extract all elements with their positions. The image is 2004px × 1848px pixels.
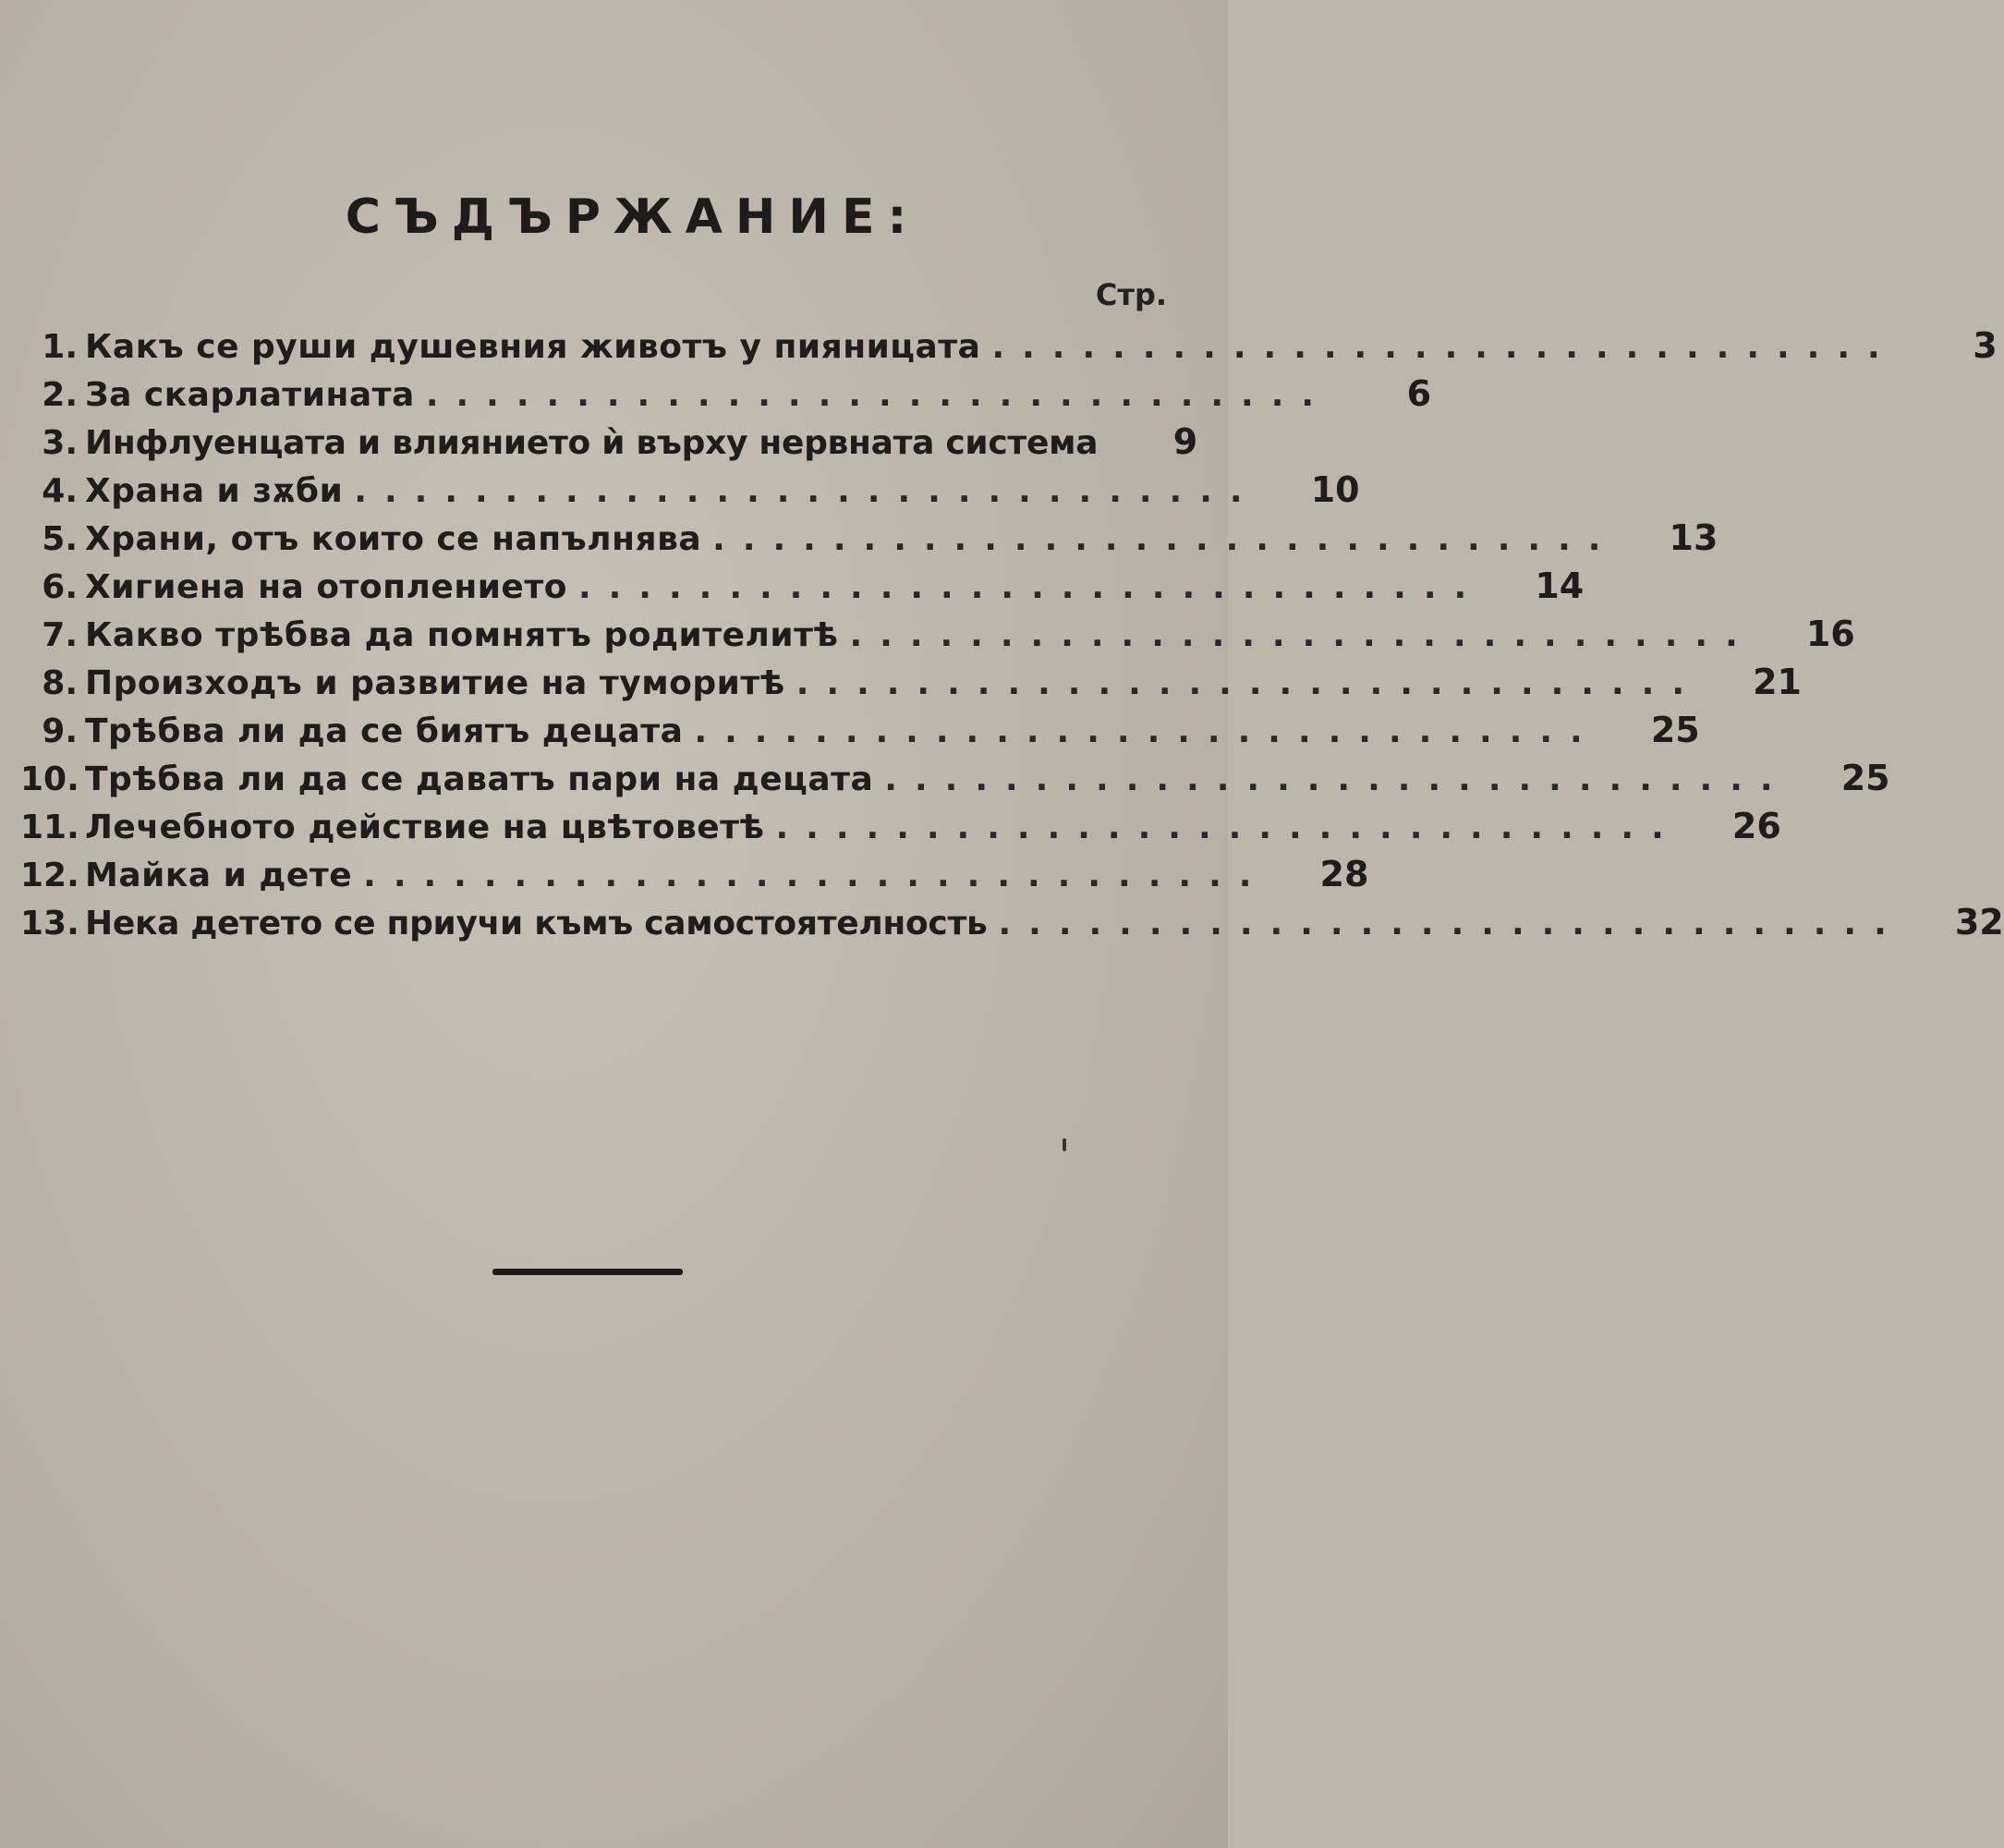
dot-leader: .............................. [884,760,1791,798]
toc-entry-13 [20,902,2004,950]
toc-entry-3 [20,421,1198,469]
toc-entry-2 [20,373,1432,421]
entry-page: 10 [1310,469,1360,510]
entry-title: Какво трѣбва да помнятъ родителитѣ [85,616,839,654]
page-title: СЪДЪРЖАНИЕ: [345,189,920,245]
toc-entry-6 [20,565,1585,614]
entry-page: 21 [1753,662,1802,702]
entry-title: Трѣбва ли да се биятъ децата [85,712,684,750]
entry-page: 28 [1319,854,1369,894]
entry-page: 3 [1973,325,1998,366]
ink-speck [1063,1138,1066,1151]
toc-entry-9 [20,710,1700,758]
entry-page: 9 [1172,421,1198,462]
entry-title: Лечебното действие на цвѣтоветѣ [85,808,765,846]
table-of-contents [20,325,2004,950]
dot-leader: .............................. [796,664,1702,702]
entry-number: 11. [20,808,79,846]
end-rule [492,1269,683,1275]
entry-title: За скарлатината [85,376,415,414]
entry-page: 26 [1731,806,1781,846]
entry-title: Произходъ и развитие на туморитѣ [85,664,785,702]
dot-leader: .............................. [991,328,1898,366]
entry-number: 4. [42,472,78,510]
dot-leader: .............................. [712,520,1619,558]
entry-page: 6 [1406,373,1432,414]
entry-number: 8. [42,664,78,702]
entry-number: 12. [20,857,79,894]
dot-leader: .............................. [577,568,1485,606]
entry-page: 25 [1840,758,1890,798]
entry-number: 6. [42,568,78,606]
toc-entry-10 [20,758,1890,806]
entry-number: 7. [42,616,78,654]
entry-title: Хигиена на отоплението [85,568,567,606]
entry-title: Храна и зѫби [85,472,344,510]
toc-entry-12 [20,854,1369,902]
dot-leader: .............................. [694,712,1600,750]
entry-title: Какъ се руши душевния животъ у пияницата [85,328,981,366]
entry-title: Инфлуенцата и влиянието ѝ върху нервната система [85,424,1099,462]
entry-number: 1. [42,328,78,366]
entry-number: 10. [20,760,79,798]
dot-leader: .............................. [425,376,1332,414]
page-column-label: Стр. [1095,277,1167,312]
entry-title: Храни, отъ които се напълнява [85,520,702,558]
entry-number: 13. [20,905,79,942]
dot-leader: .............................. [363,857,1269,894]
entry-page: 13 [1669,517,1719,558]
entry-number: 3. [42,424,78,462]
dot-leader: .............................. [354,472,1260,510]
toc-entry-7 [20,614,1855,662]
entry-page: 32 [1954,902,2004,942]
entry-title: Нека детето се приучи къмъ самостоятелность [85,905,988,942]
dot-leader: .............................. [775,808,1682,846]
entry-page: 25 [1650,710,1700,750]
entry-number: 9. [42,712,78,750]
toc-entry-11 [20,806,1781,854]
toc-entry-8 [20,662,1802,710]
entry-number: 2. [42,376,78,414]
toc-entry-4 [20,469,1360,517]
toc-entry-1 [20,325,1998,373]
entry-title: Майка и дете [85,857,353,894]
dot-leader: .............................. [849,616,1755,654]
entry-page: 14 [1535,565,1585,606]
dot-leader: .............................. [998,905,1904,942]
entry-page: 16 [1805,614,1855,654]
toc-entry-5 [20,517,1719,565]
entry-title: Трѣбва ли да се даватъ пари на децата [85,760,874,798]
entry-number: 5. [42,520,78,558]
